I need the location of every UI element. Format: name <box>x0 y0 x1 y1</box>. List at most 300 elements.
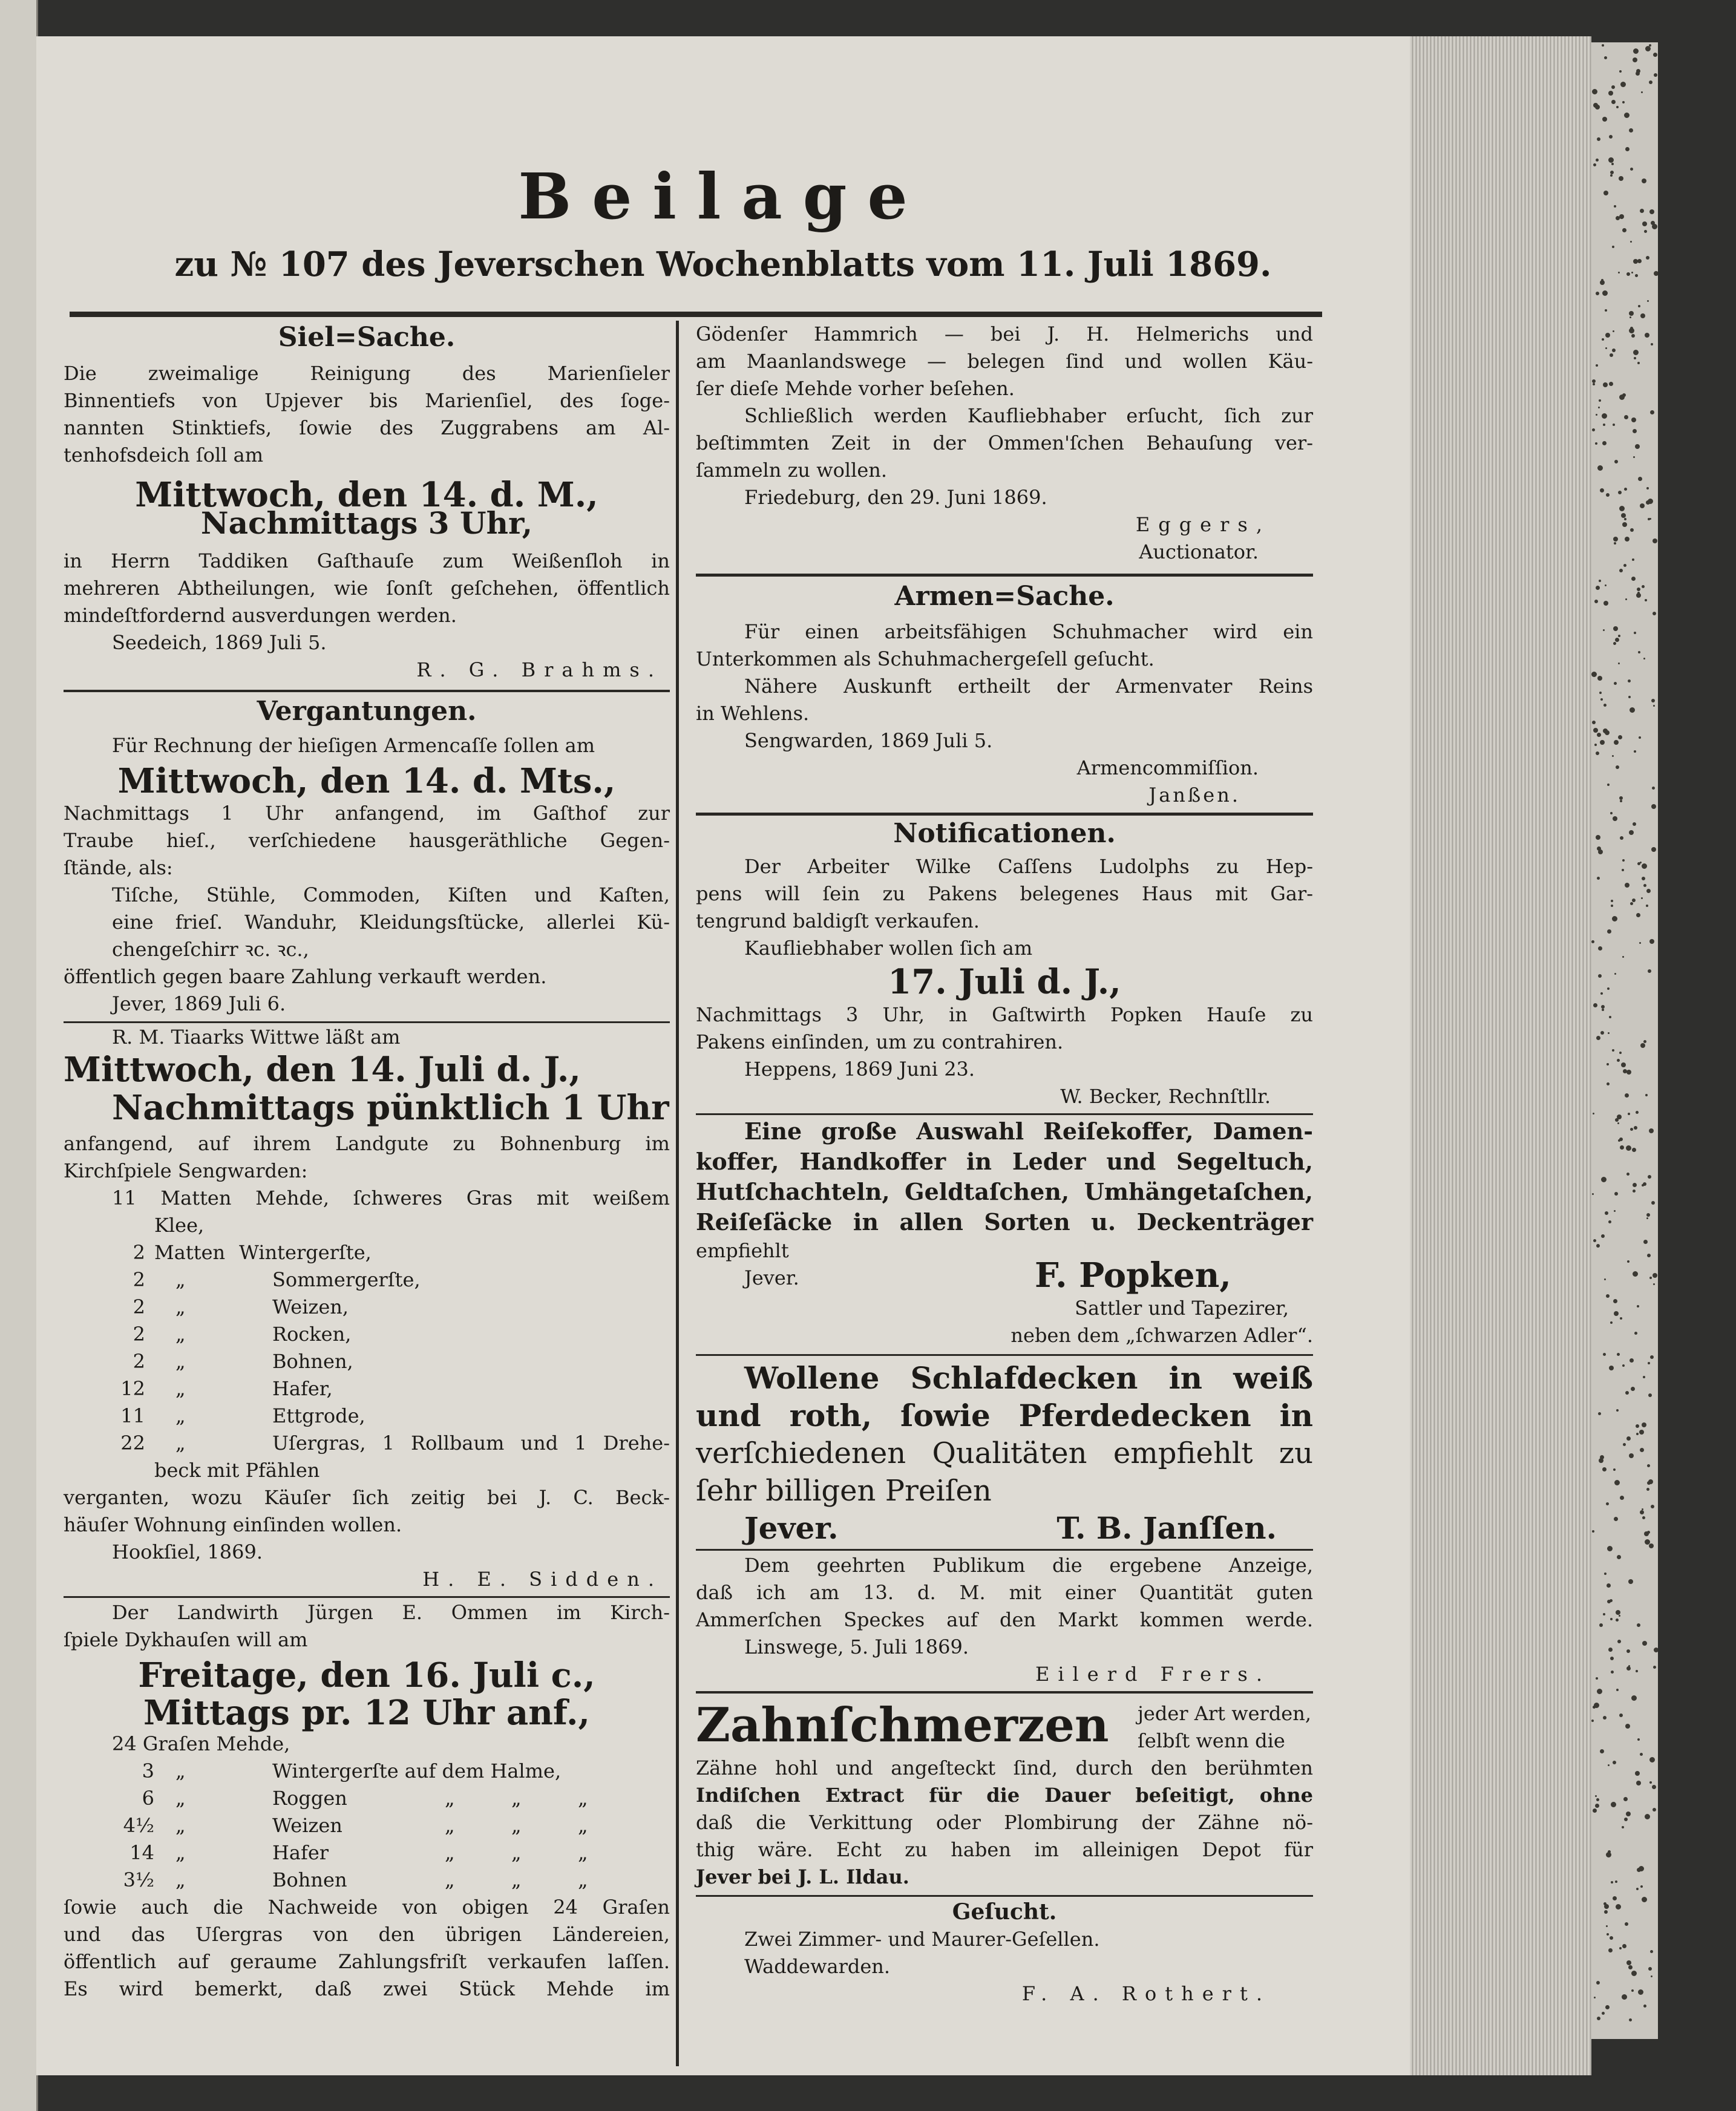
speckle <box>1598 1412 1601 1415</box>
newspaper-page <box>36 36 1410 2075</box>
speckle <box>1652 1808 1656 1812</box>
speckle <box>1649 1277 1652 1279</box>
speckle <box>1614 1192 1618 1196</box>
speckle <box>1613 626 1618 631</box>
speckle <box>1593 163 1596 166</box>
speckle <box>1622 101 1625 103</box>
speckle <box>1625 537 1630 542</box>
zahn-line-3: daß die Verkittung oder Plombirung der Zähne nö- <box>696 1811 1313 1834</box>
speckle <box>1613 1761 1616 1764</box>
speckle <box>1633 429 1637 433</box>
speckle <box>1630 1128 1633 1131</box>
speckle <box>1603 1353 1606 1356</box>
cont-signature: Eggers, <box>1135 513 1271 536</box>
speckle <box>1630 327 1633 330</box>
speckle <box>1605 2005 1610 2009</box>
wolle-line-2: und roth, ſowie Pferdedecken in <box>696 1398 1313 1433</box>
speckle <box>1622 956 1624 958</box>
speckle <box>1631 1989 1634 1992</box>
speckle <box>1608 1948 1613 1952</box>
speckle <box>1653 705 1655 707</box>
item-qty: 2 <box>133 1323 145 1346</box>
speckle <box>1631 272 1633 273</box>
speckle <box>1595 1804 1599 1808</box>
tiaarks-signature: H. E. Sidden. <box>422 1568 663 1591</box>
speckle <box>1607 929 1611 934</box>
speckle <box>1649 1757 1655 1762</box>
speckle <box>1600 488 1604 493</box>
speckle <box>1602 1467 1607 1471</box>
armen-line-3: Nähere Auskunft ertheilt der Armenvater Reins <box>744 675 1313 698</box>
speckle <box>1618 663 1620 664</box>
speckle <box>1602 2012 1605 2015</box>
speckle <box>1652 1273 1657 1278</box>
speckle <box>1624 415 1628 419</box>
speckle <box>1625 1391 1629 1395</box>
ditto-mark: „ <box>511 1787 522 1810</box>
speckle <box>1620 836 1623 840</box>
speckle <box>1637 1623 1640 1627</box>
speckle <box>1605 730 1610 735</box>
speckle <box>1620 1317 1622 1320</box>
speckle <box>1593 728 1598 733</box>
speckle <box>1603 1902 1607 1905</box>
speckle <box>1632 558 1634 561</box>
speckle <box>1599 399 1601 402</box>
speckle <box>1595 442 1597 445</box>
speckle <box>1603 629 1605 631</box>
speckle <box>1621 513 1626 518</box>
zahn-heading: Zahnſchmerzen <box>696 1698 1109 1753</box>
item-crop: Wintergerſte auf dem Halme, <box>272 1759 562 1782</box>
speckle <box>1605 309 1607 312</box>
speckle <box>1653 1283 1655 1285</box>
item-crop: Bohnen, <box>272 1350 353 1373</box>
speckle <box>1604 1278 1606 1280</box>
speckle <box>1597 2017 1600 2020</box>
speckle <box>1626 1173 1630 1176</box>
speckle <box>1636 1111 1639 1114</box>
speckle <box>1604 56 1607 59</box>
speckle <box>1639 1866 1644 1871</box>
speckle <box>1654 271 1658 276</box>
verg-line-1: Nachmittags 1 Uhr anfangend, im Gaſthof zur <box>64 802 670 825</box>
ommen-date: Freitage, den 16. Juli c., <box>138 1655 595 1695</box>
speckle <box>1593 1003 1597 1007</box>
speckle <box>1592 1193 1594 1195</box>
speckle <box>1614 1311 1619 1316</box>
speckle <box>1630 902 1633 905</box>
speckle <box>1597 465 1603 471</box>
speckle <box>1601 279 1603 281</box>
speckle <box>1614 460 1618 463</box>
rule-5 <box>696 813 1313 816</box>
speckle <box>1608 1764 1610 1766</box>
speckle <box>1596 414 1597 416</box>
popken-signature-address: neben dem „ſchwarzen Adler“. <box>1010 1324 1313 1347</box>
speckle <box>1643 2005 1646 2008</box>
speckle <box>1606 1502 1609 1505</box>
speckle <box>1603 704 1607 707</box>
cont-line-3: ſer dieſe Mehde vorher beſehen. <box>696 377 1015 400</box>
ditto-mark: „ <box>578 1814 588 1837</box>
verg-heading: Vergantungen. <box>257 696 477 727</box>
frers-line-3: Ammerſchen Speckes auf den Markt kommen werde. <box>696 1608 1313 1631</box>
speckle <box>1611 1881 1613 1884</box>
speckle <box>1609 1016 1611 1018</box>
speckle <box>1622 1994 1627 2000</box>
speckle <box>1606 493 1610 497</box>
speckle <box>1611 85 1615 89</box>
speckle <box>1602 441 1607 445</box>
speckle <box>1598 407 1600 408</box>
speckle <box>1608 157 1614 163</box>
speckle <box>1597 137 1600 141</box>
speckle <box>1596 1677 1598 1680</box>
speckle <box>1630 316 1631 318</box>
item-qty: 4½ <box>123 1814 154 1837</box>
speckle <box>1591 672 1597 677</box>
cont-line-6: ſammeln zu wollen. <box>696 459 888 482</box>
speckle <box>1628 1665 1630 1667</box>
tiaarks-line-1: anfangend, auf ihrem Landgute zu Bohnenburg im <box>64 1132 670 1155</box>
verg-line-2: Traube hieſ., verſchiedene hausgeräthliche Gegen- <box>64 829 670 852</box>
speckle <box>1648 1175 1651 1179</box>
rule-8 <box>696 1549 1313 1551</box>
item-crop: Wintergerſte, <box>239 1241 372 1264</box>
speckle <box>1611 1671 1614 1674</box>
speckle <box>1592 379 1596 383</box>
zahn-side-1: jeder Art werden, <box>1138 1702 1312 1725</box>
ommen-first: 24 Graſen Mehde, <box>112 1732 290 1755</box>
speckle <box>1626 272 1630 276</box>
speckle <box>1599 1458 1603 1463</box>
verg-line-5: eine frieſ. Wanduhr, Kleidungsſtücke, allerlei Kü- <box>112 911 670 934</box>
siel-line-2: Binnentiefs von Upjever bis Marienſiel, des ſoge- <box>64 389 670 412</box>
speckle <box>1611 900 1613 902</box>
speckle <box>1619 1052 1622 1054</box>
masthead-title: Beilage <box>518 159 928 234</box>
speckle <box>1619 394 1625 400</box>
item-qty: 2 <box>133 1350 145 1373</box>
speckle <box>1615 638 1619 642</box>
speckle <box>1600 740 1605 745</box>
zahn-line-4: thig wäre. Echt zu haben im alleinigen Depot für <box>696 1838 1313 1861</box>
speckle <box>1641 897 1643 899</box>
popken-signature-title: Sattler und Tapezirer, <box>1075 1297 1289 1320</box>
speckle <box>1616 106 1619 108</box>
speckle <box>1600 698 1603 701</box>
speckle <box>1613 537 1618 542</box>
speckle <box>1642 863 1647 869</box>
frers-signature: Eilerd Frers. <box>1035 1663 1271 1686</box>
speckle <box>1650 1355 1654 1359</box>
speckle <box>1646 256 1649 260</box>
speckle <box>1603 1716 1607 1720</box>
armen-line-4: in Wehlens. <box>696 702 810 725</box>
wolle-place: Jever. <box>744 1510 839 1546</box>
speckle <box>1631 417 1636 422</box>
speckle <box>1637 362 1640 364</box>
speckle <box>1608 1220 1611 1223</box>
popken-line-4: Reiſeſäcke in allen Sorten u. Deckenträger <box>696 1208 1313 1236</box>
speckle <box>1629 1453 1634 1458</box>
speckle <box>1638 305 1640 307</box>
item-ditto: „ <box>175 1759 186 1782</box>
speckle <box>1599 1623 1603 1627</box>
rule-9 <box>696 1691 1313 1694</box>
ommen-line-6: Es wird bemerkt, daß zwei Stück Mehde im <box>64 1977 670 2000</box>
speckle <box>1647 1254 1651 1257</box>
speckle <box>1638 1989 1643 1995</box>
speckle <box>1622 228 1626 232</box>
speckle <box>1593 1706 1596 1709</box>
notif-line-5: Nachmittags 3 Uhr, in Gaſtwirth Popken Hauſe zu <box>696 1003 1313 1026</box>
ommen-line-5: öffentlich auf geraume Zahlungsfriſt verkaufen laſſen. <box>64 1950 670 1973</box>
speckle <box>1624 518 1626 520</box>
speckle <box>1625 1724 1630 1729</box>
speckle <box>1638 651 1640 653</box>
speckle <box>1607 1600 1611 1603</box>
armen-heading: Armen=Sache. <box>894 581 1115 612</box>
speckle <box>1612 349 1616 352</box>
speckle <box>1640 1885 1643 1888</box>
speckle <box>1619 176 1623 181</box>
speckle <box>1616 1904 1621 1910</box>
speckle <box>1594 600 1598 603</box>
speckle <box>1623 1443 1626 1446</box>
speckle <box>1614 1517 1618 1521</box>
speckle <box>1610 174 1613 177</box>
speckle <box>1651 1505 1654 1508</box>
speckle <box>1648 518 1650 520</box>
speckle <box>1637 1305 1639 1308</box>
item-crop: Roggen <box>272 1787 347 1810</box>
speckle <box>1608 1648 1613 1652</box>
tiaarks-line-4: häuſer Wohnung einſinden wollen. <box>64 1513 402 1536</box>
speckle <box>1628 1965 1633 1969</box>
speckle <box>1602 413 1607 419</box>
siel-line-4: tenhofsdeich ſoll am <box>64 443 264 466</box>
speckle <box>1631 1695 1637 1701</box>
speckle <box>1610 171 1614 174</box>
speckle <box>1596 159 1599 162</box>
siel-time: Nachmittags 3 Uhr, <box>200 505 533 541</box>
item-qty: 22 <box>120 1432 145 1455</box>
speckle <box>1626 1666 1631 1671</box>
speckle <box>1592 721 1596 724</box>
tiaarks-line-2: Kirchſpiele Sengwarden: <box>64 1159 308 1182</box>
speckle <box>1622 869 1624 871</box>
speckle <box>1652 612 1656 615</box>
item-ditto: „ <box>175 1323 186 1346</box>
speckle <box>1605 333 1610 338</box>
speckle <box>1636 913 1640 917</box>
speckle <box>1624 1818 1628 1821</box>
masthead-subtitle: zu № 107 des Jeverschen Wochenblatts vom 11. Juli 1869. <box>174 244 1272 284</box>
speckle <box>1613 424 1615 426</box>
speckle <box>1631 577 1636 581</box>
speckle <box>1605 584 1607 586</box>
speckle <box>1600 1031 1604 1035</box>
speckle <box>1595 105 1600 110</box>
speckle <box>1620 82 1626 87</box>
speckle <box>1596 1244 1600 1248</box>
rule-10 <box>696 1895 1313 1897</box>
item-qty: 2 <box>133 1295 145 1318</box>
cont-line-1: Gödenſer Hammrich — bei J. H. Helmerichs und <box>696 322 1313 345</box>
speckle <box>1619 1137 1623 1141</box>
speckle <box>1623 1797 1628 1801</box>
speckle <box>1617 1059 1620 1062</box>
speckle <box>1616 1618 1619 1622</box>
speckle <box>1645 1094 1648 1096</box>
item-ditto: „ <box>175 1268 186 1291</box>
notif-line-2: pens will ſein zu Pakens belegenes Haus mit Gar- <box>696 882 1313 905</box>
speckle <box>1598 946 1602 951</box>
siel-line-1: Die zweimalige Reinigung des Marienſieler <box>64 362 670 385</box>
speckle <box>1602 1009 1604 1011</box>
speckle <box>1616 1409 1619 1412</box>
speckle <box>1643 1376 1645 1378</box>
page-block-edge <box>1410 36 1591 2075</box>
item-qty: 11 <box>120 1404 145 1427</box>
speckle <box>1596 751 1599 755</box>
speckle <box>1618 635 1620 637</box>
speckle <box>1614 740 1619 745</box>
speckle <box>1649 80 1652 84</box>
speckle <box>1625 147 1630 151</box>
top-rule <box>70 312 1322 317</box>
speckle <box>1604 1573 1607 1575</box>
speckle <box>1633 1183 1637 1187</box>
speckle <box>1622 1364 1625 1367</box>
speckle <box>1630 528 1634 532</box>
speckle <box>1642 1641 1647 1646</box>
wolle-line-3: verſchiedenen Qualitäten empfiehlt zu <box>696 1436 1313 1470</box>
speckle <box>1643 1182 1646 1186</box>
speckle <box>1614 682 1617 685</box>
speckle <box>1642 178 1646 183</box>
item-ditto: „ <box>175 1432 186 1455</box>
speckle <box>1623 1069 1627 1073</box>
speckle <box>1596 364 1598 367</box>
ditto-mark: „ <box>578 1868 588 1891</box>
speckle <box>1602 338 1604 341</box>
speckle <box>1594 744 1597 746</box>
rule-7 <box>696 1354 1313 1356</box>
speckle <box>1625 1922 1628 1926</box>
speckle <box>1648 969 1651 973</box>
speckle <box>1619 70 1622 73</box>
speckle <box>1605 1211 1608 1215</box>
speckle <box>1637 259 1642 263</box>
speckle <box>1631 1971 1637 1976</box>
speckle <box>1637 587 1640 591</box>
speckle <box>1625 598 1627 600</box>
speckle <box>1645 1814 1650 1819</box>
speckle <box>1607 1933 1609 1936</box>
speckle <box>1649 1543 1654 1548</box>
speckle <box>1617 1114 1622 1119</box>
speckle <box>1633 259 1638 264</box>
speckle <box>1642 1897 1647 1902</box>
armen-line-2: Unterkommen als Schuhmachergeſell geſucht. <box>696 647 1155 670</box>
speckle <box>1609 382 1613 386</box>
siel-line-5: in Herrn Taddiken Gaſthauſe zum Weißenſloh in <box>64 549 670 572</box>
notif-line-3: tengrund baldigſt verkaufen. <box>696 909 980 932</box>
armen-signature: Armencommiſſion. <box>1076 756 1259 779</box>
item-qty: 6 <box>142 1787 154 1810</box>
speckle <box>1606 1294 1610 1298</box>
speckle <box>1652 787 1655 790</box>
speckle <box>1635 444 1640 449</box>
speckle <box>1608 1032 1610 1034</box>
speckle <box>1603 382 1608 387</box>
speckle <box>1607 1063 1609 1065</box>
speckle <box>1649 1128 1654 1133</box>
speckle <box>1597 877 1600 880</box>
speckle <box>1642 221 1647 226</box>
speckle <box>1651 1201 1655 1205</box>
speckle <box>1646 1217 1648 1219</box>
speckle <box>1622 522 1627 527</box>
speckle <box>1626 1070 1631 1075</box>
speckle <box>1649 939 1654 944</box>
speckle <box>1616 1689 1619 1691</box>
item-crop-cont: beck mit Pfählen <box>154 1459 320 1482</box>
speckle <box>1633 456 1635 458</box>
speckle <box>1625 883 1630 888</box>
tiaarks-time: Nachmittags pünktlich 1 Uhr <box>112 1088 669 1128</box>
speckle <box>1626 1960 1631 1965</box>
speckle <box>1612 246 1614 248</box>
speckle <box>1624 113 1630 118</box>
speckle <box>1654 1648 1658 1652</box>
item-crop: Ettgrode, <box>272 1404 365 1427</box>
speckle <box>1593 1239 1596 1242</box>
speckle <box>1643 658 1645 659</box>
speckle <box>1647 300 1649 302</box>
speckle <box>1618 491 1622 494</box>
item-crop: Hafer, <box>272 1377 333 1400</box>
speckle <box>1602 117 1607 122</box>
speckle <box>1648 1967 1652 1971</box>
speckle <box>1643 1040 1646 1043</box>
notif-line-4: Kaufliebhaber wollen ſich am <box>744 937 1033 960</box>
speckle <box>1616 1610 1620 1615</box>
speckle <box>1634 1126 1637 1130</box>
item-ditto: „ <box>175 1350 186 1373</box>
speckle <box>1601 1177 1607 1182</box>
speckle <box>1630 241 1632 243</box>
speckle <box>1621 1062 1626 1067</box>
speckle <box>1610 1657 1614 1660</box>
wolle-line-4: ſehr billigen Preiſen <box>696 1474 992 1508</box>
cont-line-5: beſtimmten Zeit in der Ommen'ſchen Behauſung ver- <box>696 431 1313 454</box>
cont-line-2: am Maanlandswege — belegen ſind und wollen Käu- <box>696 350 1313 373</box>
cont-line-4: Schließlich werden Kaufliebhaber erſucht, ſich zur <box>744 404 1313 427</box>
speckle <box>1591 1720 1594 1722</box>
speckle <box>1610 812 1613 814</box>
speckle <box>1619 214 1624 219</box>
speckle <box>1650 1950 1653 1953</box>
speckle <box>1607 1583 1611 1588</box>
speckle <box>1642 877 1645 880</box>
speckle <box>1650 410 1654 414</box>
speckle <box>1633 822 1636 826</box>
speckle <box>1632 898 1636 902</box>
